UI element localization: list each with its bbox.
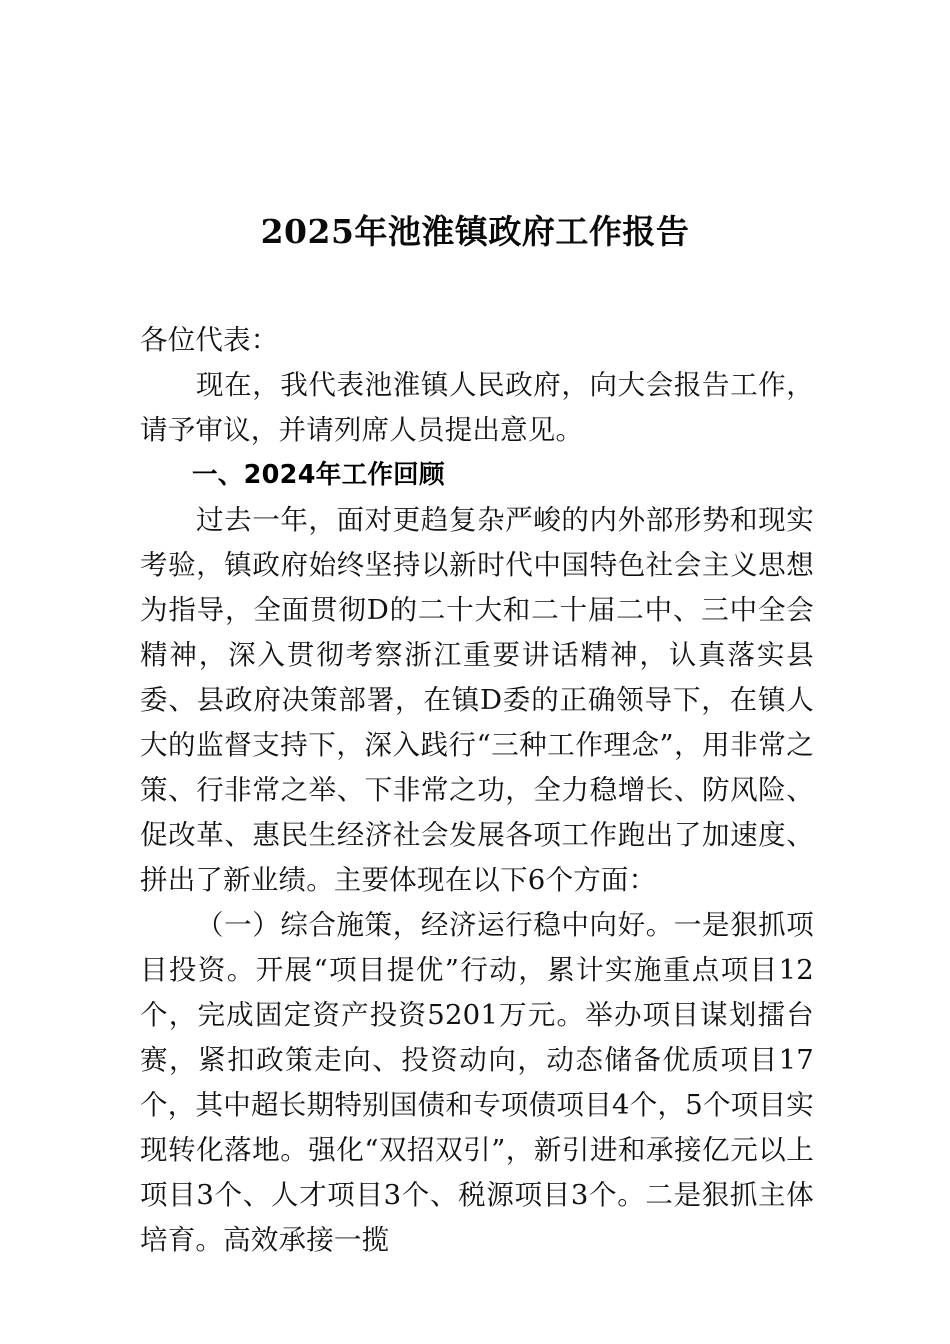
- document-body: [140, 318, 814, 1263]
- opening-paragraph: 现在，我代表池淮镇人民政府，向大会报告工作，请予审议，并请列席人员提出意见。: [140, 369, 814, 446]
- page-title: 2025年池淮镇政府工作报告: [260, 212, 690, 252]
- section-heading-one: 一、2024年工作回顾: [192, 460, 445, 490]
- section-one-body-paragraph: 过去一年，面对更趋复杂严峻的内外部形势和现实考验，镇政府始终坚持以新时代中国特色社会主义思想为指导，全面贯彻D的二十大和二十届二中、三中全会精神，深入贯彻考察浙江重要讲话精神，认真落实县委、县政府决策部署，在镇D委的正确领导下，在镇人大的监督支持下，深入践行“三种工作理念”，用非常之策、行非常之举、下非常之功，全力稳增长、防风险、促改革、惠民生经济社会发展各项工作跑出了加速度、拼出了新业绩。主要体现在以下6个方面：: [140, 504, 814, 896]
- subsection-one-paragraph: （一）综合施策，经济运行稳中向好。一是狠抓项目投资。开展“项目提优”行动，累计实施重点项目12个，完成固定资产投资5201万元。举办项目谋划擂台赛，紧扣政策走向、投资动向，动态储备优质项目17个，其中超长期特别国债和专项债项目4个，5个项目实现转化落地。强化“双招双引”，新引进和承接亿元以上项目3个、人才项目3个、税源项目3个。二是狠抓主体培育。高效承接一揽: [140, 909, 814, 1256]
- salutation-line: 各位代表：: [140, 324, 279, 356]
